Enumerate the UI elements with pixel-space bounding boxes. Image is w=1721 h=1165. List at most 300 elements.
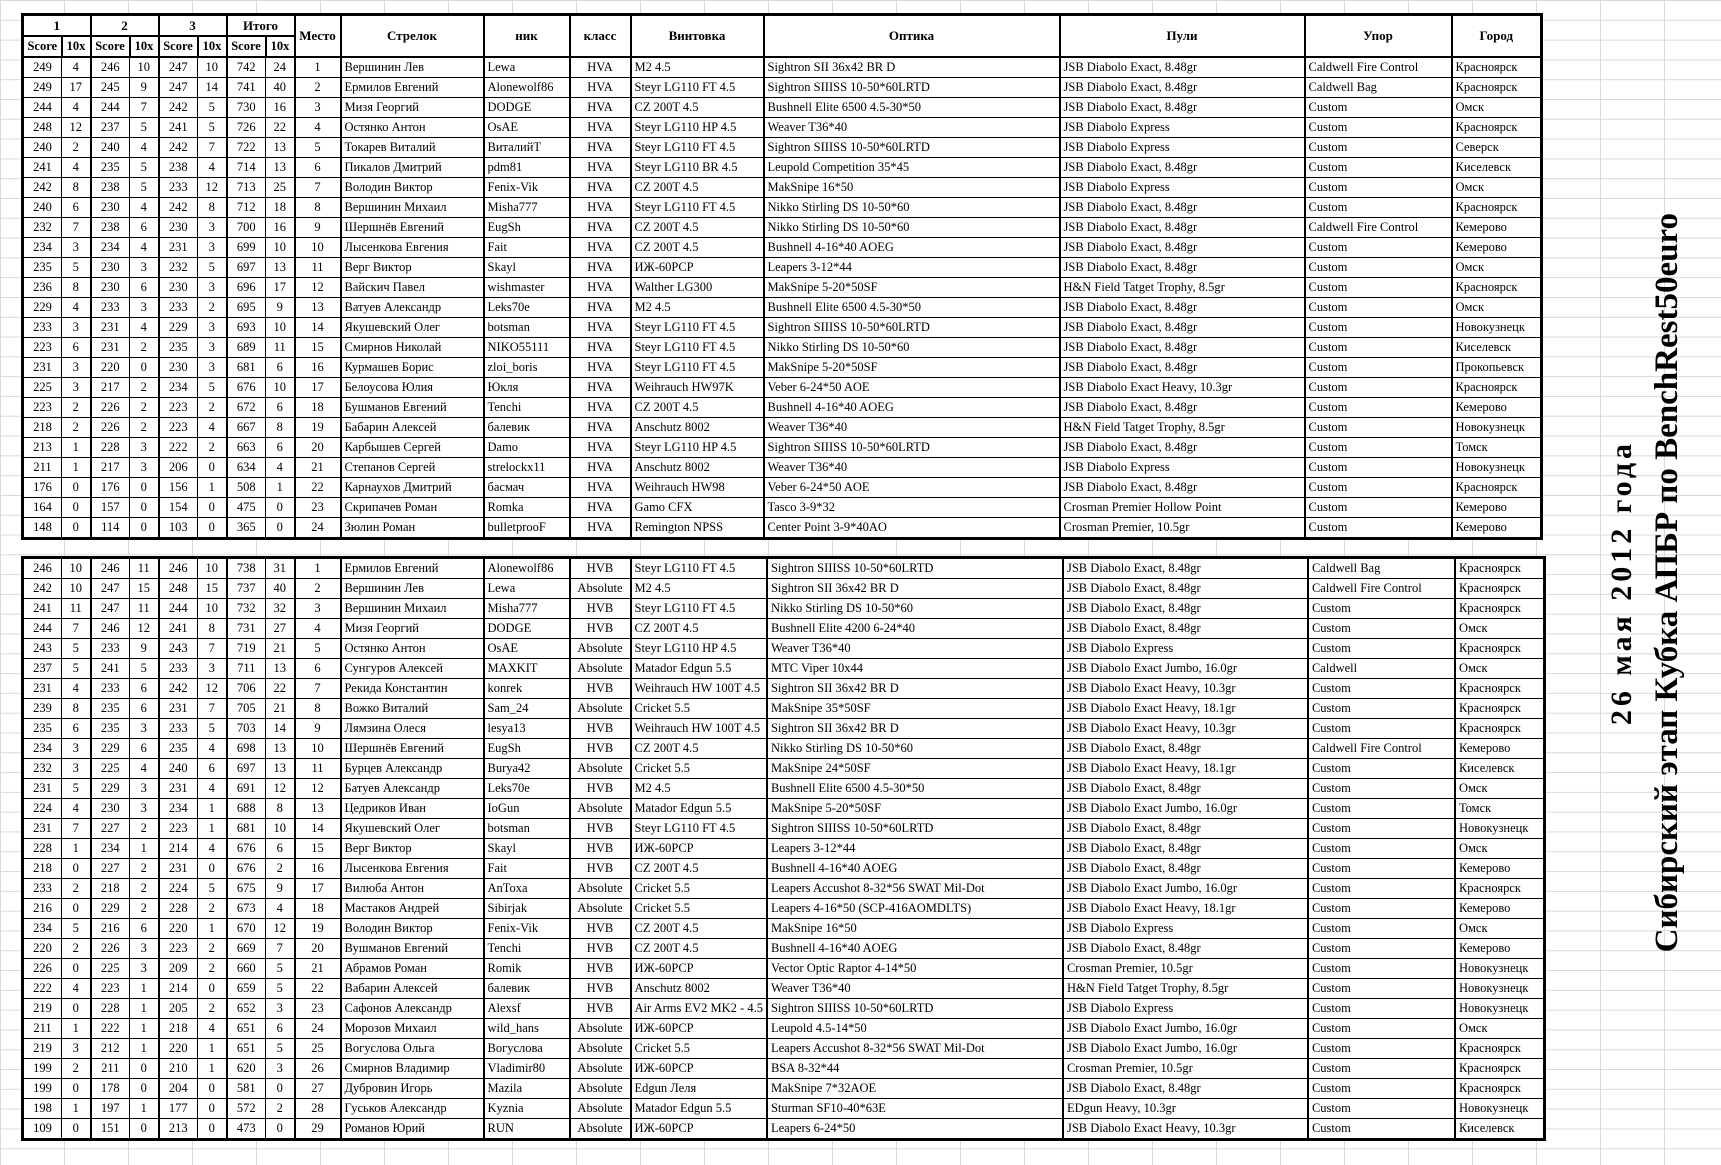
cell-city[interactable]: Красноярск — [1455, 1079, 1545, 1099]
cell-score-2[interactable]: 217 — [91, 378, 130, 398]
cell-score-3[interactable]: 209 — [159, 959, 198, 979]
cell-place[interactable]: 5 — [295, 138, 341, 158]
cell-tens-3[interactable]: 8 — [198, 619, 227, 639]
cell-rifle[interactable]: Cricket 5.5 — [631, 879, 767, 899]
cell-rest[interactable]: Custom — [1305, 458, 1452, 478]
cell-bullets[interactable]: JSB Diabolo Exact Heavy, 10.3gr — [1063, 719, 1308, 739]
cell-optics[interactable]: Tasco 3-9*32 — [764, 498, 1060, 518]
cell-class[interactable]: Absolute — [570, 879, 631, 899]
cell-nick[interactable]: Fenix-Vik — [484, 919, 570, 939]
cell-optics[interactable]: Bushnell 4-16*40 AOEG — [764, 238, 1060, 258]
cell-tens-1[interactable]: 5 — [62, 258, 91, 278]
header-rest[interactable]: Упор — [1305, 15, 1452, 58]
cell-class[interactable]: HVB — [570, 919, 631, 939]
cell-class[interactable]: HVA — [570, 458, 631, 478]
cell-rifle[interactable]: Steyr LG110 HP 4.5 — [631, 118, 764, 138]
cell-place[interactable]: 4 — [295, 118, 341, 138]
cell-optics[interactable]: MTC Viper 10x44 — [767, 659, 1063, 679]
cell-rest[interactable]: Custom — [1308, 799, 1455, 819]
cell-optics[interactable]: Sightron SII 36x42 BR D — [764, 57, 1060, 78]
cell-score-3[interactable]: 231 — [159, 238, 198, 258]
cell-score-total[interactable]: 651 — [227, 1019, 266, 1039]
cell-nick[interactable]: MAXKIT — [484, 659, 570, 679]
cell-score-2[interactable]: 197 — [91, 1099, 130, 1119]
cell-tens-3[interactable]: 0 — [198, 458, 227, 478]
cell-score-3[interactable]: 243 — [159, 639, 198, 659]
cell-place[interactable]: 19 — [295, 919, 341, 939]
cell-bullets[interactable]: JSB Diabolo Exact, 8.48gr — [1060, 398, 1305, 418]
cell-tens-2[interactable]: 0 — [130, 498, 159, 518]
cell-tens-total[interactable]: 21 — [266, 639, 295, 659]
cell-class[interactable]: Absolute — [570, 1059, 631, 1079]
cell-score-total[interactable]: 688 — [227, 799, 266, 819]
cell-rifle[interactable]: Steyr LG110 FT 4.5 — [631, 78, 764, 98]
cell-tens-total[interactable]: 5 — [266, 959, 295, 979]
cell-nick[interactable]: Lewa — [484, 57, 570, 78]
cell-score-3[interactable]: 240 — [159, 759, 198, 779]
cell-tens-total[interactable]: 21 — [266, 699, 295, 719]
cell-shooter[interactable]: Смирнов Владимир — [341, 1059, 484, 1079]
cell-bullets[interactable]: JSB Diabolo Exact, 8.48gr — [1060, 258, 1305, 278]
cell-rest[interactable]: Custom — [1305, 378, 1452, 398]
cell-tens-1[interactable]: 4 — [62, 799, 91, 819]
cell-shooter[interactable]: Сафонов Александр — [341, 999, 484, 1019]
cell-tens-total[interactable]: 27 — [266, 619, 295, 639]
cell-nick[interactable]: Lewa — [484, 579, 570, 599]
cell-city[interactable]: Кемерово — [1455, 859, 1545, 879]
cell-tens-1[interactable]: 3 — [62, 318, 91, 338]
cell-place[interactable]: 2 — [295, 579, 341, 599]
cell-place[interactable]: 29 — [295, 1119, 341, 1140]
cell-score-1[interactable]: 199 — [23, 1079, 62, 1099]
cell-tens-2[interactable]: 2 — [130, 899, 159, 919]
cell-class[interactable]: HVA — [570, 278, 631, 298]
cell-nick[interactable]: DODGE — [484, 98, 570, 118]
cell-rest[interactable]: Custom — [1308, 819, 1455, 839]
header-place[interactable]: Место — [295, 15, 341, 58]
cell-tens-total[interactable]: 6 — [266, 358, 295, 378]
cell-bullets[interactable]: JSB Diabolo Exact, 8.48gr — [1063, 1079, 1308, 1099]
cell-nick[interactable]: zloi_boris — [484, 358, 570, 378]
cell-class[interactable]: HVA — [570, 438, 631, 458]
cell-nick[interactable]: ВиталийТ — [484, 138, 570, 158]
cell-rest[interactable]: Custom — [1308, 779, 1455, 799]
cell-rifle[interactable]: Weihrauch HW98 — [631, 478, 764, 498]
cell-tens-1[interactable]: 2 — [62, 138, 91, 158]
cell-score-2[interactable]: 225 — [91, 759, 130, 779]
cell-tens-total[interactable]: 3 — [266, 999, 295, 1019]
cell-score-1[interactable]: 234 — [23, 238, 62, 258]
cell-shooter[interactable]: Вершинин Лев — [341, 57, 484, 78]
cell-score-total[interactable]: 675 — [227, 879, 266, 899]
cell-tens-2[interactable]: 1 — [130, 999, 159, 1019]
cell-bullets[interactable]: JSB Diabolo Exact Heavy, 10.3gr — [1060, 378, 1305, 398]
cell-rifle[interactable]: Walther LG300 — [631, 278, 764, 298]
cell-score-total[interactable]: 691 — [227, 779, 266, 799]
cell-tens-total[interactable]: 10 — [266, 819, 295, 839]
cell-tens-2[interactable]: 3 — [130, 258, 159, 278]
cell-score-1[interactable]: 233 — [23, 879, 62, 899]
cell-rest[interactable]: Custom — [1308, 959, 1455, 979]
cell-bullets[interactable]: JSB Diabolo Exact, 8.48gr — [1060, 298, 1305, 318]
cell-bullets[interactable]: JSB Diabolo Exact, 8.48gr — [1060, 98, 1305, 118]
cell-shooter[interactable]: Мизя Георгий — [341, 98, 484, 118]
cell-tens-1[interactable]: 2 — [62, 418, 91, 438]
cell-rifle[interactable]: CZ 200T 4.5 — [631, 859, 767, 879]
cell-optics[interactable]: Sightron SIIISS 10-50*60LRTD — [767, 558, 1063, 579]
cell-score-2[interactable]: 227 — [91, 859, 130, 879]
cell-rest[interactable]: Custom — [1308, 1019, 1455, 1039]
cell-city[interactable]: Томск — [1452, 438, 1542, 458]
cell-tens-1[interactable]: 4 — [62, 57, 91, 78]
cell-tens-total[interactable]: 32 — [266, 599, 295, 619]
cell-shooter[interactable]: Якушевский Олег — [341, 819, 484, 839]
cell-bullets[interactable]: JSB Diabolo Exact, 8.48gr — [1063, 839, 1308, 859]
cell-tens-total[interactable]: 22 — [266, 118, 295, 138]
cell-nick[interactable]: lesya13 — [484, 719, 570, 739]
cell-rest[interactable]: Custom — [1305, 138, 1452, 158]
cell-score-2[interactable]: 233 — [91, 679, 130, 699]
cell-tens-1[interactable]: 7 — [62, 218, 91, 238]
cell-rest[interactable]: Custom — [1308, 679, 1455, 699]
cell-class[interactable]: Absolute — [570, 1099, 631, 1119]
cell-shooter[interactable]: Зюлин Роман — [341, 518, 484, 539]
cell-tens-2[interactable]: 4 — [130, 138, 159, 158]
cell-score-2[interactable]: 244 — [91, 98, 130, 118]
cell-tens-1[interactable]: 5 — [62, 779, 91, 799]
cell-place[interactable]: 17 — [295, 879, 341, 899]
cell-tens-1[interactable]: 8 — [62, 278, 91, 298]
cell-rest[interactable]: Custom — [1308, 1059, 1455, 1079]
cell-city[interactable]: Кемерово — [1452, 238, 1542, 258]
cell-optics[interactable]: MakSnipe 5-20*50SF — [764, 278, 1060, 298]
cell-optics[interactable]: MakSnipe 7*32AOE — [767, 1079, 1063, 1099]
cell-rest[interactable]: Custom — [1308, 1099, 1455, 1119]
cell-rest[interactable]: Caldwell — [1308, 659, 1455, 679]
cell-score-1[interactable]: 240 — [23, 138, 62, 158]
cell-score-total[interactable]: 634 — [227, 458, 266, 478]
cell-shooter[interactable]: Остянко Антон — [341, 118, 484, 138]
cell-score-1[interactable]: 231 — [23, 358, 62, 378]
cell-tens-1[interactable]: 0 — [62, 498, 91, 518]
cell-rest[interactable]: Custom — [1308, 699, 1455, 719]
cell-score-2[interactable]: 240 — [91, 138, 130, 158]
cell-score-total[interactable]: 681 — [227, 358, 266, 378]
cell-place[interactable]: 24 — [295, 518, 341, 539]
cell-score-3[interactable]: 218 — [159, 1019, 198, 1039]
cell-score-3[interactable]: 235 — [159, 338, 198, 358]
cell-place[interactable]: 22 — [295, 478, 341, 498]
cell-tens-3[interactable]: 1 — [198, 1039, 227, 1059]
cell-score-total[interactable]: 659 — [227, 979, 266, 999]
cell-tens-3[interactable]: 3 — [198, 218, 227, 238]
cell-tens-2[interactable]: 5 — [130, 118, 159, 138]
cell-score-total[interactable]: 714 — [227, 158, 266, 178]
cell-tens-2[interactable]: 3 — [130, 298, 159, 318]
cell-score-3[interactable]: 234 — [159, 799, 198, 819]
cell-rest[interactable]: Custom — [1305, 318, 1452, 338]
cell-tens-1[interactable]: 6 — [62, 198, 91, 218]
cell-score-total[interactable]: 669 — [227, 939, 266, 959]
cell-tens-total[interactable]: 1 — [266, 478, 295, 498]
cell-tens-total[interactable]: 8 — [266, 799, 295, 819]
cell-class[interactable]: HVA — [570, 198, 631, 218]
cell-tens-3[interactable]: 7 — [198, 699, 227, 719]
cell-score-total[interactable]: 712 — [227, 198, 266, 218]
cell-city[interactable]: Новокузнецк — [1452, 418, 1542, 438]
cell-place[interactable]: 18 — [295, 398, 341, 418]
cell-score-3[interactable]: 230 — [159, 218, 198, 238]
cell-bullets[interactable]: JSB Diabolo Express — [1060, 178, 1305, 198]
cell-class[interactable]: HVB — [570, 819, 631, 839]
cell-score-1[interactable]: 219 — [23, 1039, 62, 1059]
cell-score-3[interactable]: 223 — [159, 939, 198, 959]
cell-shooter[interactable]: Бабарин Алексей — [341, 418, 484, 438]
cell-city[interactable]: Омск — [1452, 298, 1542, 318]
cell-tens-2[interactable]: 4 — [130, 198, 159, 218]
cell-score-1[interactable]: 109 — [23, 1119, 62, 1140]
cell-city[interactable]: Омск — [1452, 178, 1542, 198]
cell-tens-3[interactable]: 3 — [198, 338, 227, 358]
cell-rifle[interactable]: Steyr LG110 FT 4.5 — [631, 558, 767, 579]
cell-bullets[interactable]: JSB Diabolo Exact, 8.48gr — [1063, 739, 1308, 759]
cell-nick[interactable]: Sibirjak — [484, 899, 570, 919]
cell-tens-1[interactable]: 10 — [62, 558, 91, 579]
cell-score-total[interactable]: 473 — [227, 1119, 266, 1140]
cell-place[interactable]: 23 — [295, 498, 341, 518]
cell-rest[interactable]: Custom — [1305, 258, 1452, 278]
cell-score-total[interactable]: 705 — [227, 699, 266, 719]
cell-bullets[interactable]: JSB Diabolo Exact, 8.48gr — [1063, 599, 1308, 619]
cell-rifle[interactable]: CZ 200T 4.5 — [631, 619, 767, 639]
cell-bullets[interactable]: JSB Diabolo Exact, 8.48gr — [1063, 579, 1308, 599]
cell-place[interactable]: 14 — [295, 819, 341, 839]
cell-shooter[interactable]: Сунгуров Алексей — [341, 659, 484, 679]
cell-score-3[interactable]: 154 — [159, 498, 198, 518]
cell-shooter[interactable]: Верг Виктор — [341, 258, 484, 278]
cell-score-3[interactable]: 247 — [159, 57, 198, 78]
cell-city[interactable]: Кемерово — [1452, 498, 1542, 518]
cell-bullets[interactable]: JSB Diabolo Exact, 8.48gr — [1063, 619, 1308, 639]
cell-score-3[interactable]: 248 — [159, 579, 198, 599]
cell-score-1[interactable]: 233 — [23, 318, 62, 338]
cell-bullets[interactable]: JSB Diabolo Express — [1060, 118, 1305, 138]
cell-tens-3[interactable]: 12 — [198, 679, 227, 699]
cell-optics[interactable]: Veber 6-24*50 AOE — [764, 378, 1060, 398]
cell-nick[interactable]: bulletprooF — [484, 518, 570, 539]
cell-score-1[interactable]: 223 — [23, 398, 62, 418]
cell-city[interactable]: Красноярск — [1455, 599, 1545, 619]
cell-tens-1[interactable]: 0 — [62, 1119, 91, 1140]
cell-tens-total[interactable]: 10 — [266, 238, 295, 258]
cell-rifle[interactable]: CZ 200T 4.5 — [631, 398, 764, 418]
cell-nick[interactable]: Вогуслова — [484, 1039, 570, 1059]
cell-tens-total[interactable]: 12 — [266, 779, 295, 799]
cell-rest[interactable]: Custom — [1308, 899, 1455, 919]
cell-score-2[interactable]: 212 — [91, 1039, 130, 1059]
cell-city[interactable]: Прокопьевск — [1452, 358, 1542, 378]
cell-nick[interactable]: Leks70e — [484, 298, 570, 318]
cell-score-1[interactable]: 228 — [23, 839, 62, 859]
cell-city[interactable]: Красноярск — [1455, 879, 1545, 899]
cell-score-2[interactable]: 217 — [91, 458, 130, 478]
cell-optics[interactable]: Leapers Accushot 8-32*56 SWAT Mil-Dot — [767, 1039, 1063, 1059]
cell-shooter[interactable]: Остянко Антон — [341, 639, 484, 659]
cell-tens-3[interactable]: 2 — [198, 298, 227, 318]
cell-tens-3[interactable]: 4 — [198, 418, 227, 438]
cell-rifle[interactable]: M2 4.5 — [631, 579, 767, 599]
cell-tens-total[interactable]: 40 — [266, 579, 295, 599]
cell-optics[interactable]: Sightron SIIISS 10-50*60LRTD — [764, 138, 1060, 158]
cell-score-3[interactable]: 177 — [159, 1099, 198, 1119]
cell-city[interactable]: Красноярск — [1452, 378, 1542, 398]
cell-nick[interactable]: Fait — [484, 859, 570, 879]
cell-tens-total[interactable]: 16 — [266, 98, 295, 118]
cell-nick[interactable]: Sam_24 — [484, 699, 570, 719]
cell-rest[interactable]: Custom — [1305, 198, 1452, 218]
cell-tens-total[interactable]: 40 — [266, 78, 295, 98]
cell-shooter[interactable]: Лысенкова Евгения — [341, 238, 484, 258]
cell-nick[interactable]: Damo — [484, 438, 570, 458]
cell-nick[interactable]: Skayl — [484, 839, 570, 859]
cell-tens-2[interactable]: 3 — [130, 779, 159, 799]
cell-tens-2[interactable]: 3 — [130, 719, 159, 739]
cell-tens-1[interactable]: 0 — [62, 859, 91, 879]
cell-class[interactable]: Absolute — [570, 659, 631, 679]
cell-tens-total[interactable]: 3 — [266, 1059, 295, 1079]
cell-rest[interactable]: Custom — [1305, 158, 1452, 178]
cell-score-3[interactable]: 242 — [159, 138, 198, 158]
cell-rest[interactable]: Caldwell Bag — [1305, 78, 1452, 98]
cell-tens-total[interactable]: 13 — [266, 759, 295, 779]
cell-optics[interactable]: Nikko Stirling DS 10-50*60 — [764, 218, 1060, 238]
cell-city[interactable]: Новокузнецк — [1452, 458, 1542, 478]
cell-score-2[interactable]: 229 — [91, 899, 130, 919]
cell-tens-1[interactable]: 3 — [62, 739, 91, 759]
cell-shooter[interactable]: Верг Виктор — [341, 839, 484, 859]
cell-rifle[interactable]: M2 4.5 — [631, 57, 764, 78]
cell-rest[interactable]: Custom — [1305, 438, 1452, 458]
cell-tens-total[interactable]: 11 — [266, 338, 295, 358]
cell-class[interactable]: Absolute — [570, 759, 631, 779]
cell-tens-1[interactable]: 2 — [62, 398, 91, 418]
cell-class[interactable]: HVB — [570, 859, 631, 879]
cell-class[interactable]: Absolute — [570, 899, 631, 919]
cell-score-2[interactable]: 220 — [91, 358, 130, 378]
cell-tens-3[interactable]: 0 — [198, 1079, 227, 1099]
cell-tens-1[interactable]: 4 — [62, 679, 91, 699]
header-score-2[interactable]: Score — [91, 36, 130, 57]
cell-class[interactable]: HVB — [570, 959, 631, 979]
cell-score-total[interactable]: 693 — [227, 318, 266, 338]
cell-class[interactable]: HVA — [570, 98, 631, 118]
cell-class[interactable]: HVA — [570, 238, 631, 258]
cell-score-1[interactable]: 211 — [23, 1019, 62, 1039]
cell-rifle[interactable]: CZ 200T 4.5 — [631, 919, 767, 939]
cell-score-1[interactable]: 244 — [23, 619, 62, 639]
cell-score-1[interactable]: 216 — [23, 899, 62, 919]
cell-place[interactable]: 4 — [295, 619, 341, 639]
cell-rifle[interactable]: Weihrauch HW 100T 4.5 — [631, 679, 767, 699]
cell-nick[interactable]: Fenix-Vik — [484, 178, 570, 198]
cell-place[interactable]: 21 — [295, 959, 341, 979]
cell-score-3[interactable]: 241 — [159, 619, 198, 639]
cell-shooter[interactable]: Дубровин Игорь — [341, 1079, 484, 1099]
cell-class[interactable]: HVB — [570, 679, 631, 699]
cell-place[interactable]: 28 — [295, 1099, 341, 1119]
cell-city[interactable]: Красноярск — [1455, 1039, 1545, 1059]
cell-rifle[interactable]: Matador Edgun 5.5 — [631, 799, 767, 819]
cell-optics[interactable]: MakSnipe 5-20*50SF — [767, 799, 1063, 819]
cell-rest[interactable]: Custom — [1308, 979, 1455, 999]
cell-nick[interactable]: Misha777 — [484, 599, 570, 619]
cell-score-1[interactable]: 232 — [23, 759, 62, 779]
cell-tens-3[interactable]: 3 — [198, 358, 227, 378]
cell-bullets[interactable]: H&N Field Tatget Trophy, 8.5gr — [1060, 418, 1305, 438]
cell-score-1[interactable]: 218 — [23, 418, 62, 438]
cell-tens-1[interactable]: 3 — [62, 238, 91, 258]
cell-nick[interactable]: Vladimir80 — [484, 1059, 570, 1079]
cell-city[interactable]: Северск — [1452, 138, 1542, 158]
cell-tens-2[interactable]: 0 — [130, 478, 159, 498]
cell-tens-1[interactable]: 1 — [62, 458, 91, 478]
cell-nick[interactable]: konrek — [484, 679, 570, 699]
cell-nick[interactable]: Romka — [484, 498, 570, 518]
header-rifle[interactable]: Винтовка — [631, 15, 764, 58]
cell-shooter[interactable]: Токарев Виталий — [341, 138, 484, 158]
cell-shooter[interactable]: Карнаухов Дмитрий — [341, 478, 484, 498]
cell-tens-total[interactable]: 4 — [266, 458, 295, 478]
cell-shooter[interactable]: Вайскич Павел — [341, 278, 484, 298]
cell-bullets[interactable]: JSB Diabolo Exact, 8.48gr — [1060, 438, 1305, 458]
cell-rest[interactable]: Custom — [1305, 178, 1452, 198]
cell-place[interactable]: 15 — [295, 839, 341, 859]
cell-nick[interactable]: балевик — [484, 418, 570, 438]
cell-score-3[interactable]: 103 — [159, 518, 198, 539]
cell-rifle[interactable]: Steyr LG110 FT 4.5 — [631, 819, 767, 839]
cell-score-1[interactable]: 198 — [23, 1099, 62, 1119]
cell-rifle[interactable]: CZ 200T 4.5 — [631, 98, 764, 118]
cell-shooter[interactable]: Лямзина Олеся — [341, 719, 484, 739]
cell-class[interactable]: HVB — [570, 558, 631, 579]
cell-bullets[interactable]: H&N Field Tatget Trophy, 8.5gr — [1063, 979, 1308, 999]
cell-score-2[interactable]: 231 — [91, 338, 130, 358]
cell-score-total[interactable]: 681 — [227, 819, 266, 839]
cell-tens-2[interactable]: 0 — [130, 1059, 159, 1079]
cell-place[interactable]: 22 — [295, 979, 341, 999]
header-tens-3[interactable]: 10x — [198, 36, 227, 57]
cell-bullets[interactable]: JSB Diabolo Exact Heavy, 18.1gr — [1063, 699, 1308, 719]
cell-rifle[interactable]: ИЖ-60PCP — [631, 839, 767, 859]
cell-score-2[interactable]: 218 — [91, 879, 130, 899]
cell-score-2[interactable]: 234 — [91, 839, 130, 859]
cell-rifle[interactable]: Steyr LG110 FT 4.5 — [631, 198, 764, 218]
cell-score-3[interactable]: 234 — [159, 378, 198, 398]
cell-city[interactable]: Красноярск — [1455, 639, 1545, 659]
cell-class[interactable]: HVA — [570, 178, 631, 198]
cell-city[interactable]: Красноярск — [1452, 198, 1542, 218]
cell-score-3[interactable]: 214 — [159, 839, 198, 859]
cell-nick[interactable]: Юкля — [484, 378, 570, 398]
cell-nick[interactable]: Misha777 — [484, 198, 570, 218]
cell-shooter[interactable]: Вогуслова Ольга — [341, 1039, 484, 1059]
cell-tens-2[interactable]: 2 — [130, 338, 159, 358]
cell-score-3[interactable]: 205 — [159, 999, 198, 1019]
cell-rest[interactable]: Custom — [1308, 1079, 1455, 1099]
cell-tens-total[interactable]: 24 — [266, 57, 295, 78]
cell-tens-1[interactable]: 7 — [62, 619, 91, 639]
cell-score-1[interactable]: 229 — [23, 298, 62, 318]
